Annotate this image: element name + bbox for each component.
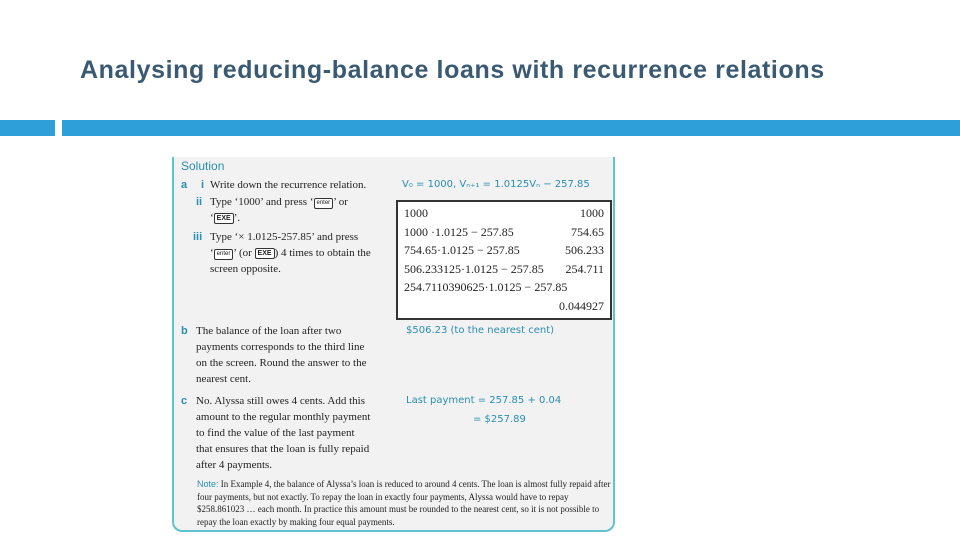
part-a-i-text: Write down the recurrence relation. [210, 179, 367, 191]
part-c-line: No. Alyssa still owes 4 cents. Add this [196, 395, 365, 407]
calculator-screen [396, 200, 612, 320]
part-a-iii-line2: ‘ enter ’ (or EXE ) 4 times to obtain the [210, 247, 371, 259]
part-b-line: payments corresponds to the third line [196, 341, 365, 353]
part-a-ii-line1: Type ‘1000’ and press ‘ enter ’ or [210, 196, 348, 208]
slide-title: Analysing reducing-balance loans with recurrence relations [80, 56, 825, 84]
calc-row: 0.044927 [559, 298, 604, 313]
part-a-ii-label: ii [196, 196, 203, 208]
note-label: Note: [197, 479, 219, 489]
calc-row: 1000 ·1.0125 − 257.85 754.65 [404, 224, 604, 239]
part-a-ii-line2: ‘ EXE ’. [210, 212, 241, 224]
part-a-i-label: i [201, 179, 205, 191]
part-c-line: to find the value of the last payment [196, 427, 355, 439]
part-b-line: on the screen. Round the answer to the [196, 357, 367, 369]
enter-key-icon: enter [214, 249, 234, 260]
part-c-line: amount to the regular monthly payment [196, 411, 371, 423]
part-c-answer-line2: = $257.89 [473, 414, 526, 425]
part-b-line: The balance of the loan after two [196, 325, 342, 337]
part-b-label: b [181, 325, 188, 337]
part-c-line: after 4 payments. [196, 459, 273, 471]
part-a-iii-line3: screen opposite. [210, 263, 281, 275]
exe-key-icon: EXE [214, 213, 234, 224]
part-c-line: that ensures that the loan is fully repaid [196, 443, 370, 455]
note-paragraph [197, 478, 612, 528]
accent-bar-right [62, 120, 960, 136]
part-a-iii-line1: Type ‘× 1.0125-257.85’ and press [210, 231, 359, 243]
calc-row: 1000 1000 [404, 206, 604, 220]
part-b-line: nearest cent. [196, 373, 251, 385]
part-a-iii-label: iii [193, 231, 203, 243]
calc-row: 254.7110390625·1.0125 − 257.85 [404, 280, 568, 294]
accent-bar-left [0, 120, 55, 136]
recurrence-relation: V₀ = 1000, Vₙ₊₁ = 1.0125Vₙ − 257.85 [402, 179, 590, 190]
note-text: In Example 4, the balance of Alyssa’s loan is reduced to around 4 cents. The loan is almost fully repaid after four payments, but not exactly. To repay the loan in exactly four payments, Alyssa would have to repay $258.861023 … each month. In practice this amount must be rounded to the nearest cent, so it is not possible to repay the loan exactly by making four equal payments. [197, 479, 611, 527]
part-b-answer: $506.23 (to the nearest cent) [406, 325, 555, 336]
exe-key-icon: EXE [255, 248, 275, 259]
calc-row: 754.65·1.0125 − 257.85 506.233 [404, 243, 604, 257]
part-c-label: c [181, 395, 188, 407]
part-a-label: a [181, 179, 188, 191]
calc-row: 506.233125·1.0125 − 257.85 254.711 [404, 261, 604, 276]
solution-heading: Solution [181, 159, 225, 173]
part-c-answer-line1: Last payment = 257.85 + 0.04 [406, 395, 562, 406]
enter-key-icon: enter [314, 198, 334, 209]
solution-panel [172, 157, 615, 532]
